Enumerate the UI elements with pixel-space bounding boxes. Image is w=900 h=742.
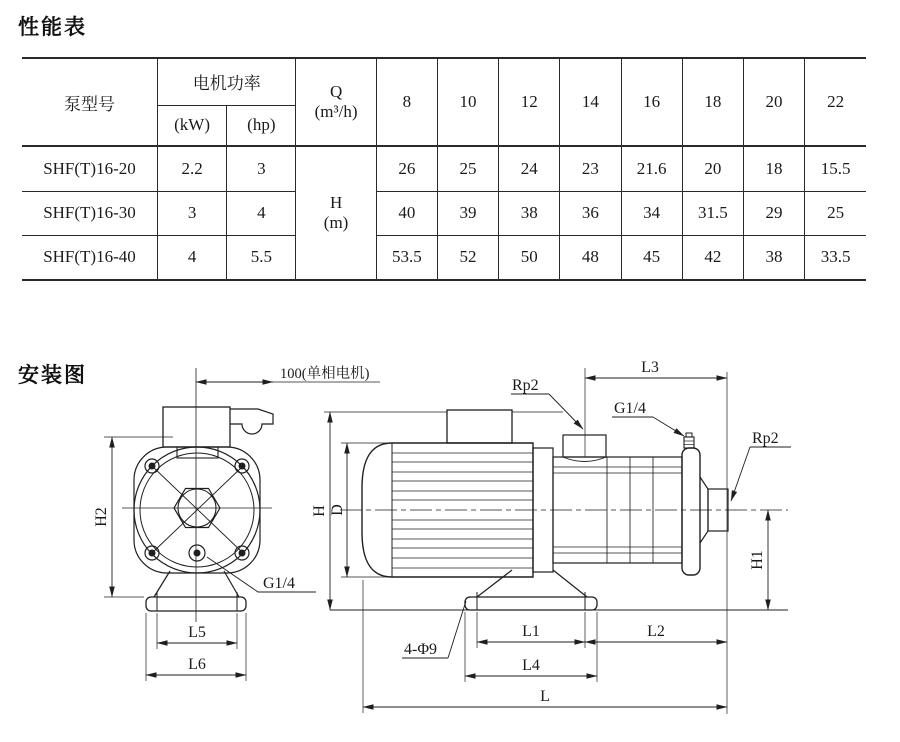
dim-label-l4: L4 xyxy=(522,657,540,674)
header-flow-14: 14 xyxy=(560,58,621,146)
terminal-box-front xyxy=(163,407,230,447)
header-flow-22: 22 xyxy=(805,58,866,146)
head-cell: 23 xyxy=(560,146,621,191)
head-cell: 48 xyxy=(560,235,621,280)
header-flow-16: 16 xyxy=(621,58,682,146)
head-cell: 33.5 xyxy=(805,235,866,280)
head-cell: 36 xyxy=(560,191,621,235)
dim-label-l3: L3 xyxy=(641,359,659,376)
header-kw: (kW) xyxy=(157,105,226,146)
head-cell: 45 xyxy=(621,235,682,280)
inlet-leader-line xyxy=(549,394,583,429)
dim-label-l: L xyxy=(540,688,550,705)
model-cell: SHF(T)16-40 xyxy=(43,247,136,267)
inlet-port-label: Rp2 xyxy=(512,377,539,394)
inlet-port-arc xyxy=(563,457,606,462)
foot-leg xyxy=(154,571,170,597)
kw-cell: 3 xyxy=(157,191,226,235)
header-flow-8: 8 xyxy=(376,58,437,146)
head-cell: 52 xyxy=(437,235,498,280)
head-cell: 25 xyxy=(437,146,498,191)
dim-label-l5: L5 xyxy=(188,624,206,641)
dim-label-h: H xyxy=(311,505,328,517)
dim-label-l2: L2 xyxy=(647,623,665,640)
drain-port-label: G1/4 xyxy=(263,575,295,592)
vent-leader-line xyxy=(653,417,684,436)
head-cell: 39 xyxy=(437,191,498,235)
installation-diagram-title: 安装图 xyxy=(18,364,87,387)
drain-plug-center xyxy=(194,550,201,557)
dim-label-100: 100(单相电机) xyxy=(280,366,370,382)
base-plate-side xyxy=(465,597,597,610)
dim-label-l6: L6 xyxy=(188,656,206,673)
side-view-drawing xyxy=(311,359,791,714)
cable-gland xyxy=(230,409,273,434)
motor-fins xyxy=(392,453,533,568)
head-cell: 29 xyxy=(743,191,804,235)
header-pump-model: 泵型号 xyxy=(63,94,115,114)
model-cell: SHF(T)16-20 xyxy=(43,158,136,178)
dim-label-d: D xyxy=(329,504,346,516)
dim-label-h2: H2 xyxy=(93,507,110,527)
head-cell: 38 xyxy=(743,235,804,280)
head-cell: 42 xyxy=(682,235,743,280)
head-cell: 34 xyxy=(621,191,682,235)
head-cell: 31.5 xyxy=(682,191,743,235)
header-motor-power: 电机功率 xyxy=(157,58,295,105)
outlet-port-label: Rp2 xyxy=(752,430,779,447)
head-cell: 21.6 xyxy=(621,146,682,191)
inlet-port xyxy=(563,435,606,457)
hp-cell: 5.5 xyxy=(227,235,296,280)
dim-label-l1: L1 xyxy=(522,623,540,640)
outlet-leader-line xyxy=(731,447,750,501)
front-view-drawing xyxy=(93,364,380,681)
head-cell: 18 xyxy=(743,146,804,191)
performance-table-title: 性能表 xyxy=(18,16,87,39)
end-flange xyxy=(682,448,700,575)
head-cell: 20 xyxy=(682,146,743,191)
kw-cell: 2.2 xyxy=(157,146,226,191)
terminal-box-side xyxy=(447,410,512,443)
drain-leader-line xyxy=(207,557,316,592)
vent-port-label: G1/4 xyxy=(614,400,646,417)
dim-label-h1: H1 xyxy=(749,550,766,570)
h-unit: (m) xyxy=(323,213,349,232)
header-flow-20: 20 xyxy=(743,58,804,146)
q-label: Q xyxy=(329,82,343,102)
head-cell: 40 xyxy=(376,191,437,235)
header-flow-10: 10 xyxy=(437,58,498,146)
head-cell: 53.5 xyxy=(376,235,437,280)
mount-holes-label: 4-Φ9 xyxy=(404,641,438,658)
hp-cell: 3 xyxy=(227,146,296,191)
kw-cell: 4 xyxy=(157,235,226,280)
q-unit: (m³/h) xyxy=(314,102,358,121)
head-cell: 24 xyxy=(499,146,560,191)
head-cell: 50 xyxy=(499,235,560,280)
header-flow-18: 18 xyxy=(682,58,743,146)
head-cell: 15.5 xyxy=(805,146,866,191)
foot-leg xyxy=(553,570,587,597)
foot-leg xyxy=(477,570,512,597)
header-flow-12: 12 xyxy=(499,58,560,146)
h-label: H xyxy=(329,193,343,213)
head-cell: 25 xyxy=(805,191,866,235)
header-hp: (hp) xyxy=(227,105,296,146)
head-cell: 38 xyxy=(499,191,560,235)
vent-plug xyxy=(684,433,694,448)
head-cell: 26 xyxy=(376,146,437,191)
hp-cell: 4 xyxy=(227,191,296,235)
model-cell: SHF(T)16-30 xyxy=(43,203,136,222)
